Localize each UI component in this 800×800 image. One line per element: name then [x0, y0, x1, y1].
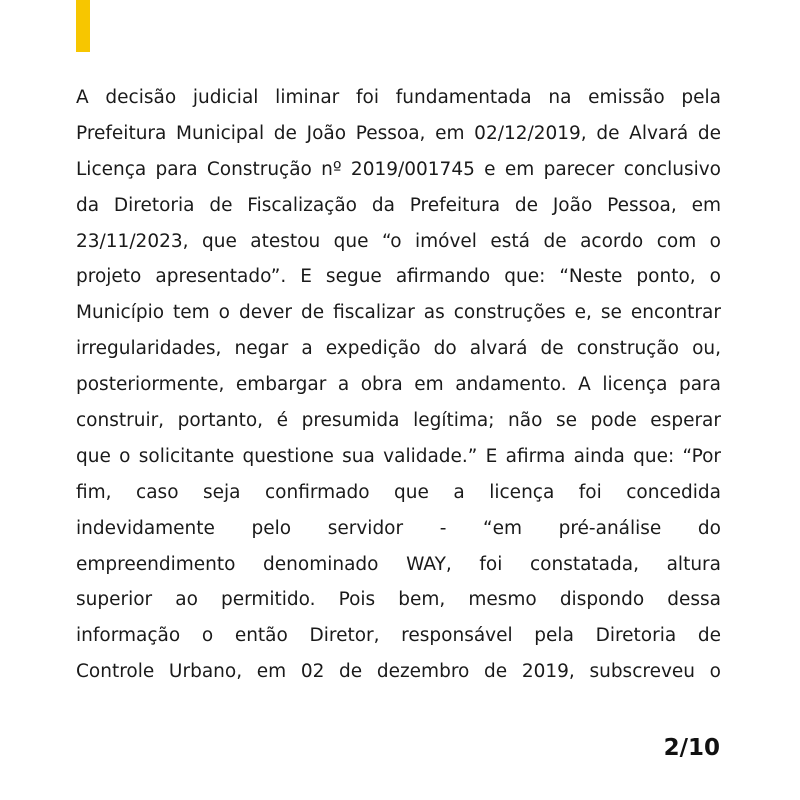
body-line: superior ao permitido. Pois bem, mesmo dispondo dessa — [76, 589, 721, 611]
body-line: irregularidades, negar a expedição do alvará de construção ou, — [76, 338, 721, 360]
body-line: fim, caso seja confirmado que a licença foi concedida — [76, 481, 721, 503]
body-text — [76, 80, 721, 690]
body-line: Município tem o dever de fiscalizar as construções e, se encontrar — [76, 302, 721, 324]
body-line: projeto apresentado”. E segue afirmando que: “Neste ponto, o — [76, 266, 721, 288]
body-line: empreendimento denominado WAY, foi constatada, altura — [76, 553, 721, 575]
body-line: A decisão judicial liminar foi fundamentada na emissão pela — [76, 87, 721, 108]
body-line: 23/11/2023, que atestou que “o imóvel está de acordo com o — [76, 230, 721, 252]
body-line: que o solicitante questione sua validade.” E afirma ainda que: “Por — [76, 445, 721, 467]
body-line: da Diretoria de Fiscalização da Prefeitura de João Pessoa, em — [76, 194, 721, 216]
body-line: Licença para Construção nº 2019/001745 e em parecer conclusivo — [76, 158, 721, 180]
body-line: informação o então Diretor, responsável pela Diretoria de — [76, 625, 721, 647]
accent-bar — [76, 0, 90, 52]
body-line: Controle Urbano, em 02 de dezembro de 2019, subscreveu o — [76, 661, 721, 683]
body-line: construir, portanto, é presumida legítima; não se pode esperar — [76, 410, 721, 432]
page-number: 2/10 — [663, 735, 720, 761]
body-line: Prefeitura Municipal de João Pessoa, em 02/12/2019, de Alvará de — [76, 122, 721, 144]
body-line: posteriormente, embargar a obra em andamento. A licença para — [76, 374, 721, 396]
body-line: indevidamente pelo servidor - “em pré-análise do — [76, 517, 721, 539]
